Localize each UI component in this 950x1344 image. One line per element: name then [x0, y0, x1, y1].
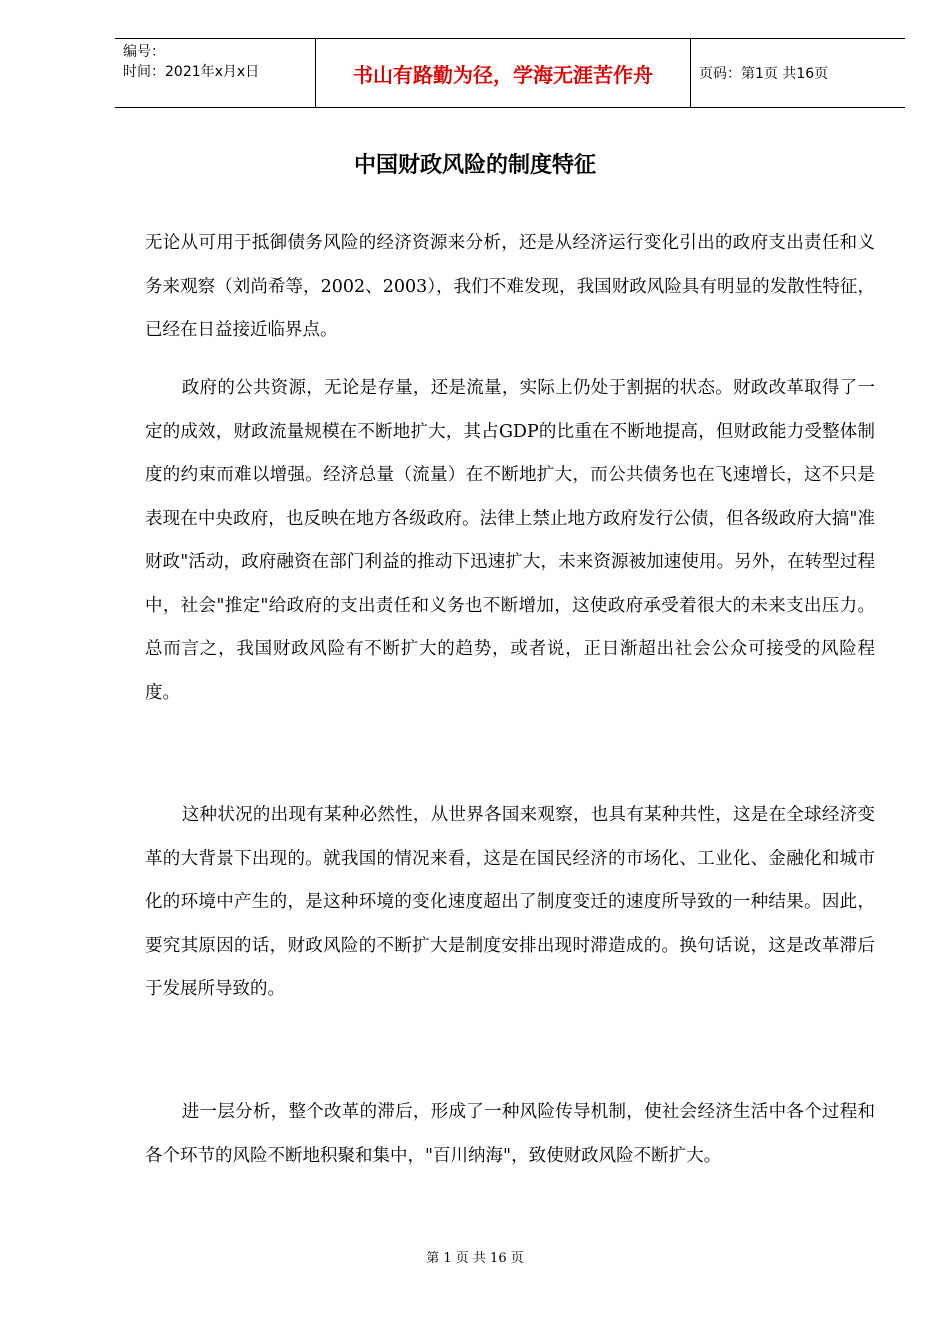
paragraph-4: 进一层分析，整个改革的滞后，形成了一种风险传导机制，使社会经济生活中各个过程和各个环节的风险不断地积聚和集中，"百川纳海"，致使财政风险不断扩大。 [145, 1102, 875, 1166]
header-meta [115, 39, 316, 107]
header-motto: 书山有路勤为径，学海无涯苦作舟 [353, 62, 653, 87]
page-header [115, 38, 905, 108]
document-title: 中国财政风险的制度特征 [353, 152, 596, 178]
paragraph-3: 这种状况的出现有某种必然性，从世界各国来观察，也具有某种共性，这是在全球经济变革的大背景下出现的。就我国的情况来看，这是在国民经济的市场化、工业化、金融化和城市化的环境中产生的，是这种环境的变化速度超出了制度变迁的速度所导致的一种结果。因此，要究其原因的话，财政风险的不断扩大是制度安排出现时滞造成的。换句话说，这是改革滞后于发展所导致的。 [145, 805, 875, 999]
page-footer: 第 1 页 共 16 页 [426, 1251, 524, 1266]
paragraph-1: 无论从可用于抵御债务风险的经济资源来分析，还是从经济运行变化引出的政府支出责任和义务来观察（刘尚希等，2002、2003），我们不难发现，我国财政风险具有明显的发散性特征，已经在日益接近临界点。 [145, 233, 875, 340]
paragraph-2: 政府的公共资源，无论是存量，还是流量，实际上仍处于割据的状态。财政改革取得了一定的成效，财政流量规模在不断地扩大，其占GDP的比重在不断地提高，但财政能力受整体制度的约束而难以增强。经济总量（流量）在不断地扩大，而公共债务也在飞速增长，这不只是表现在中央政府，也反映在地方各级政府。法律上禁止地方政府发行公债，但各级政府大搞"准财政"活动，政府融资在部门利益的推动下迅速扩大，未来资源被加速使用。另外，在转型过程中，社会"推定"给政府的支出责任和义务也不断增加，这使政府承受着很大的未来支出压力。总而言之，我国财政风险有不断扩大的趋势，或者说，正日渐超出社会公众可接受的风险程度。 [145, 378, 875, 703]
header-motto-cell [316, 39, 691, 107]
document-time-label: 时间：2021年x月x日 [123, 64, 260, 80]
header-page-cell [691, 39, 905, 107]
document-number-label: 编号： [123, 44, 165, 60]
header-page-label: 页码：第1页 共16页 [699, 66, 829, 82]
